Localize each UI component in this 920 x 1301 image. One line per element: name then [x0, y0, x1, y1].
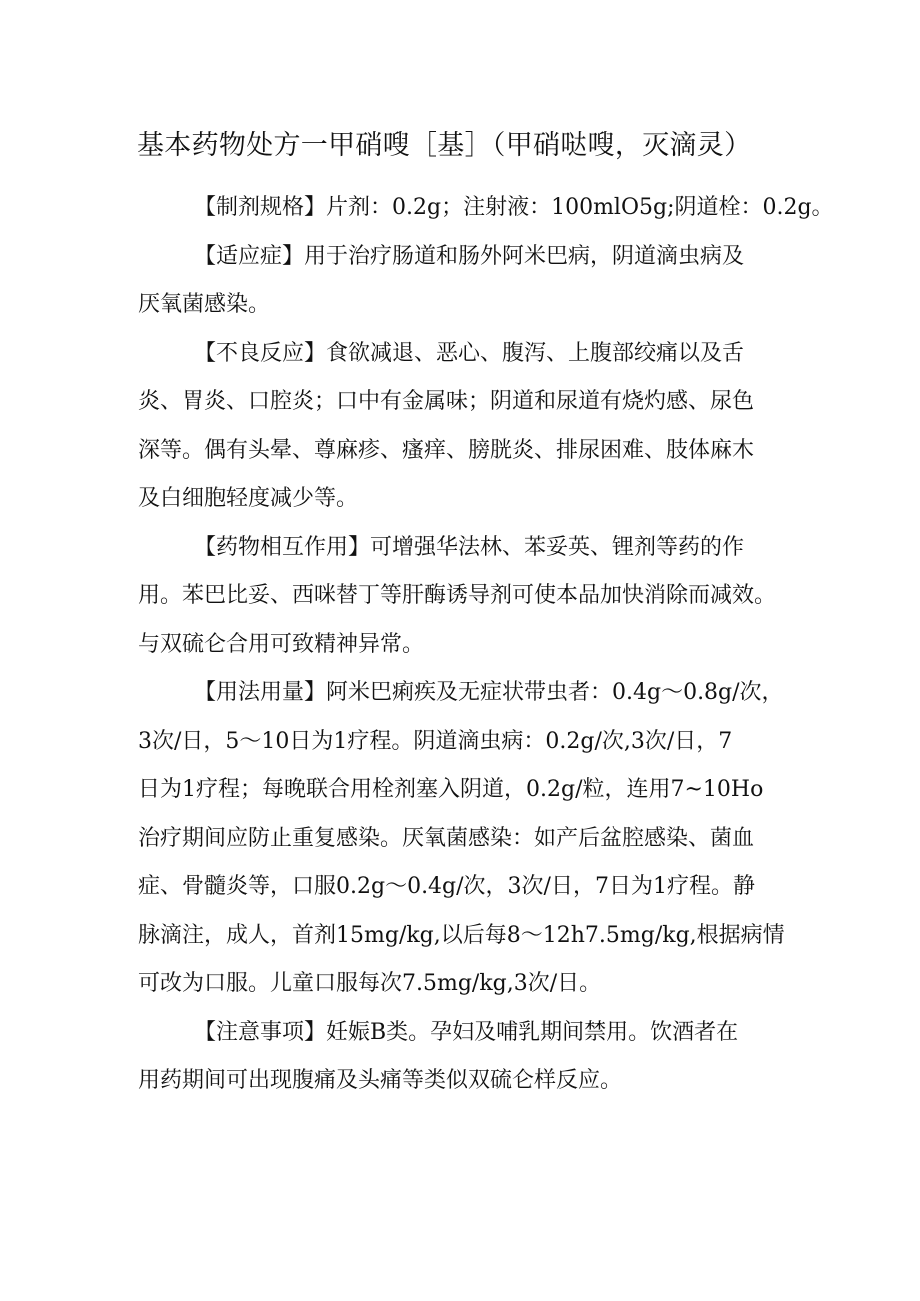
paragraph-line: 炎、胃炎、口腔炎；口中有金属味；阴道和尿道有烧灼感、尿色 [138, 389, 755, 414]
paragraph-line: 3次/日，5～10日为1疗程。阴道滴虫病：0.2g/次,3次/日，7 [138, 728, 733, 754]
section-dosage [138, 669, 786, 1009]
paragraph-line: 与双硫仑合用可致精神异常。 [138, 631, 425, 657]
paragraph-line: 及白细胞轻度减少等。 [138, 486, 359, 511]
paragraph-line: 可改为口服。儿童口服每次7.5mg/kg,3次/日。 [138, 971, 602, 996]
paragraph-line: 【不良反应】食欲减退、恶心、腹泻、上腹部绞痛以及舌 [194, 340, 745, 366]
paragraph-line: 【药物相互作用】可增强华法林、苯妥英、锂剂等药的作 [194, 534, 745, 560]
section-indications [138, 233, 786, 330]
paragraph-line: 用药期间可出现腹痛及头痛等类似双硫仑样反应。 [138, 1068, 623, 1093]
section-precautions [138, 1009, 786, 1106]
paragraph-line: 日为1疗程；每晚联合用栓剂塞入阴道，0.2g/粒，连用7~10Ho [138, 777, 764, 802]
document-body [138, 184, 834, 1106]
paragraph-line: 厌氧菌感染。 [138, 292, 271, 317]
document-title: 基本药物处方一甲硝嗖［基］（甲硝哒嗖，灭滴灵） [137, 130, 752, 161]
section-formulation [138, 184, 834, 233]
paragraph-line: 深等。偶有头晕、尊麻疹、瘙痒、膀胱炎、排尿困难、肢体麻木 [138, 437, 755, 463]
paragraph-line: 症、骨髓炎等，口服0.2g～0.4g/次，3次/日，7日为1疗程。静 [138, 874, 755, 899]
paragraph-line: 【适应症】用于治疗肠道和肠外阿米巴病，阴道滴虫病及 [194, 243, 745, 269]
paragraph-line: 脉滴注，成人，首剂15mg/kg,以后每8～12h7.5mg/kg,根据病情 [138, 922, 785, 948]
paragraph-line: 【注意事项】妊娠B类。孕妇及哺乳期间禁用。饮酒者在 [194, 1019, 739, 1045]
paragraph-line: 【用法用量】阿米巴痢疾及无症状带虫者：0.4g～0.8g/次， [194, 680, 784, 705]
paragraph-line: 治疗期间应防止重复感染。厌氧菌感染：如产后盆腔感染、菌血 [138, 825, 755, 851]
paragraph-line: 【制剂规格】片剂：0.2g；注射液：100mlO5g;阴道栓：0.2g。 [194, 195, 834, 220]
section-drug-interactions [138, 524, 786, 670]
section-adverse-reactions [138, 330, 786, 524]
paragraph-line: 用。苯巴比妥、西咪替丁等肝酶诱导剂可使本品加快消除而减效。 [138, 583, 777, 608]
